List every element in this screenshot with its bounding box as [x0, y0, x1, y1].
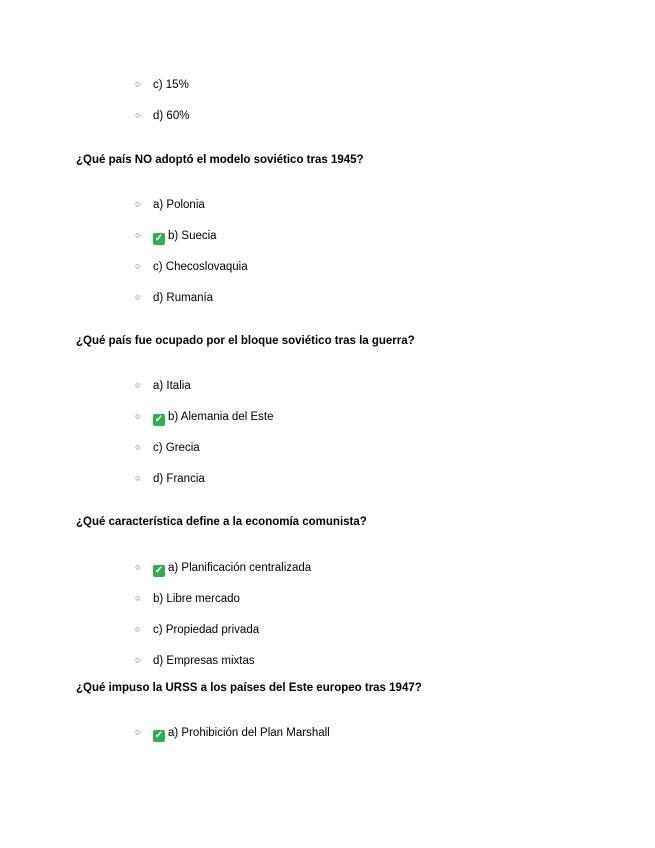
- option-label: a) Prohibición del Plan Marshall: [168, 727, 330, 739]
- bullet-icon: ○: [135, 230, 141, 240]
- question-title: ¿Qué país fue ocupado por el bloque soviético tras la guerra?: [76, 335, 415, 347]
- check-mark-icon: ✓: [154, 414, 164, 425]
- option-item: [135, 560, 311, 577]
- option-label: c) Grecia: [153, 442, 200, 454]
- bullet-icon: ○: [135, 655, 141, 665]
- bullet-icon: ○: [135, 442, 141, 452]
- option-label: c) 15%: [153, 79, 189, 91]
- option-item: [135, 378, 191, 393]
- option-label: a) Polonia: [153, 199, 205, 211]
- bullet-icon: ○: [135, 199, 141, 209]
- check-mark-icon: ✓: [154, 233, 164, 244]
- option-item: [135, 622, 259, 637]
- bullet-icon: ○: [135, 261, 141, 271]
- option-item: [135, 108, 189, 123]
- bullet-icon: ○: [135, 79, 141, 89]
- option-item: [135, 409, 273, 426]
- option-label: b) Alemania del Este: [168, 411, 274, 423]
- option-item: [135, 290, 213, 305]
- check-mark-icon: ✓: [154, 565, 164, 576]
- question-title: ¿Qué impuso la URSS a los países del Este europeo tras 1947?: [76, 682, 422, 694]
- option-item: [135, 228, 217, 245]
- option-label: a) Italia: [153, 380, 191, 392]
- option-item: [135, 440, 200, 455]
- option-item: [135, 471, 205, 486]
- option-label: c) Checoslovaquia: [153, 261, 248, 273]
- option-item: [135, 591, 240, 606]
- bullet-icon: ○: [135, 624, 141, 634]
- option-label: d) 60%: [153, 110, 190, 122]
- option-label: d) Empresas mixtas: [153, 655, 255, 667]
- bullet-icon: ○: [135, 292, 141, 302]
- option-item: [135, 77, 189, 92]
- bullet-icon: ○: [135, 411, 141, 421]
- bullet-icon: ○: [135, 380, 141, 390]
- question-title: ¿Qué característica define a la economía comunista?: [76, 516, 367, 528]
- option-label: d) Rumanía: [153, 292, 214, 304]
- option-item: [135, 197, 205, 212]
- bullet-icon: ○: [135, 110, 141, 120]
- option-label: d) Francia: [153, 473, 205, 485]
- bullet-icon: ○: [135, 593, 141, 603]
- option-label: c) Propiedad privada: [153, 624, 260, 636]
- option-label: b) Libre mercado: [153, 593, 240, 605]
- question-title: ¿Qué país NO adoptó el modelo soviético tras 1945?: [76, 154, 364, 166]
- option-label: a) Planificación centralizada: [168, 562, 312, 574]
- option-label: b) Suecia: [168, 230, 217, 242]
- bullet-icon: ○: [135, 562, 141, 572]
- option-item: [135, 259, 248, 274]
- option-item: [135, 653, 255, 668]
- bullet-icon: ○: [135, 727, 141, 737]
- bullet-icon: ○: [135, 473, 141, 483]
- option-item: [135, 725, 330, 742]
- check-mark-icon: ✓: [154, 730, 164, 741]
